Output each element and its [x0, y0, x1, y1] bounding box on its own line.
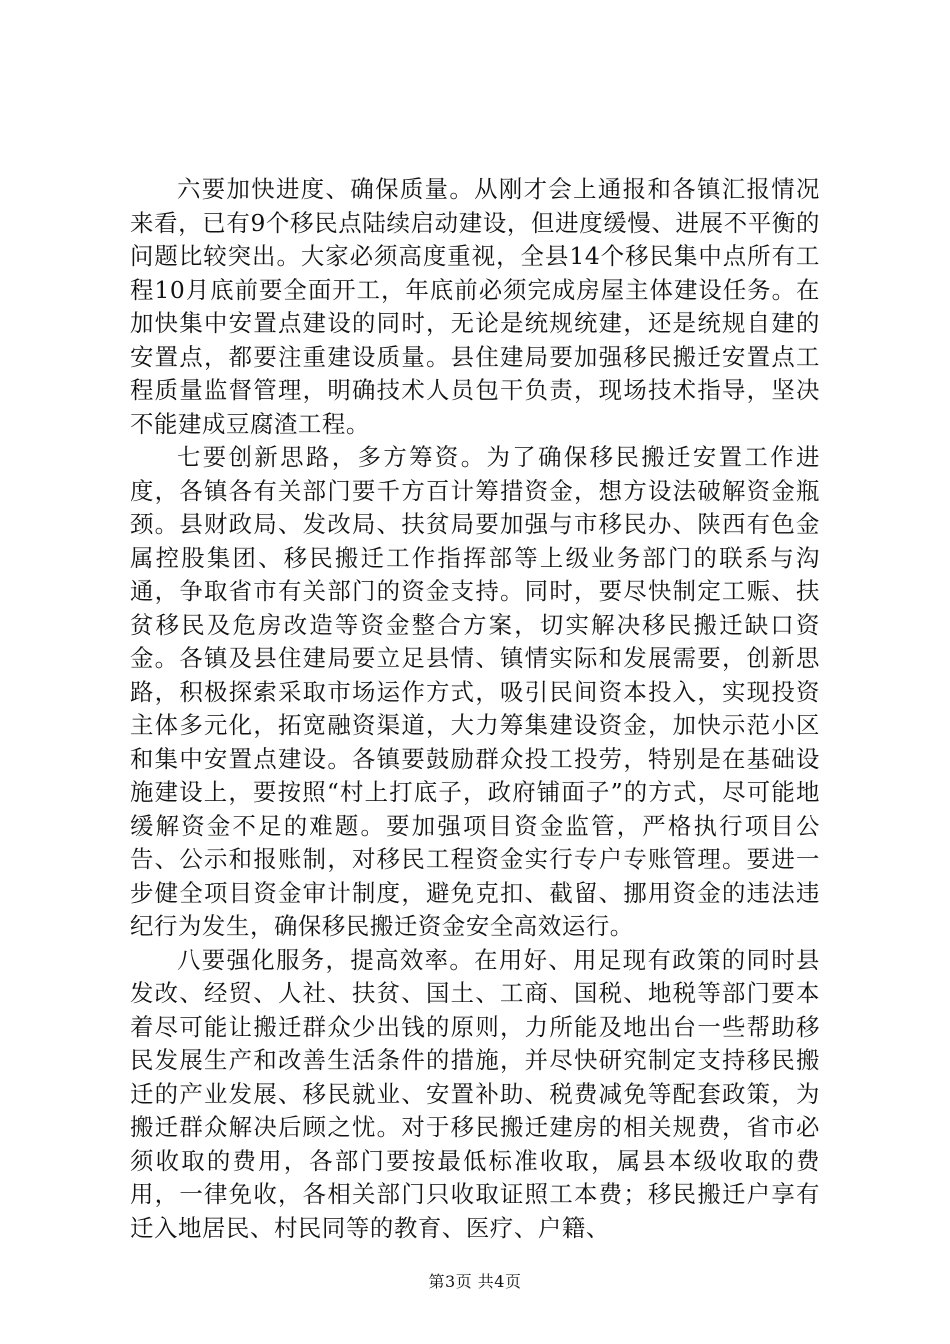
paragraph-six: 六要加快进度、确保质量。从刚才会上通报和各镇汇报情况来看，已有9个移民点陆续启动建设，但进度缓慢、进展不平衡的问题比较突出。大家必须高度重视，全县14个移民集中点所有工程10月底前要全面开工，年底前必须完成房屋主体建设任务。在加快集中安置点建设的同时，无论是统规统建，还是统规自建的安置点，都要注重建设质量。县住建局要加强移民搬迁安置点工程质量监督管理，明确技术人员包干负责，现场技术指导，坚决不能建成豆腐渣工程。 [130, 175, 820, 438]
page-number-footer: 第3页 共4页 [428, 1272, 522, 1291]
paragraph-eight: 八要强化服务，提高效率。在用好、用足现有政策的同时县发改、经贸、人社、扶贫、国土、工商、国税、地税等部门要本着尽可能让搬迁群众少出钱的原则，力所能及地出台一些帮助移民发展生产和改善生活条件的措施，并尽快研究制定支持移民搬迁的产业发展、移民就业、安置补助、税费减免等配套政策，为搬迁群众解决后顾之忧。对于移民搬迁建房的相关规费，省市必须收取的费用，各部门要按最低标准收取，属县本级收取的费用，一律免收，各相关部门只收取证照工本费；移民搬迁户享有迁入地居民、村民同等的教育、医疗、户籍、 [130, 945, 820, 1242]
paragraph-seven: 七要创新思路，多方筹资。为了确保移民搬迁安置工作进度，各镇各有关部门要千方百计筹措资金，想方设法破解资金瓶颈。县财政局、发改局、扶贫局要加强与市移民办、陕西有色金属控股集团、移民搬迁工作指挥部等上级业务部门的联系与沟通，争取省市有关部门的资金支持。同时，要尽快制定工赈、扶贫移民及危房改造等资金整合方案，切实解决移民搬迁缺口资金。各镇及县住建局要立足县情、镇情实际和发展需要，创新思路，积极探索采取市场运作方式，吸引民间资本投入，实现投资主体多元化，拓宽融资渠道，大力筹集建设资金，加快示范小区和集中安置点建设。各镇要鼓励群众投工投劳，特别是在基础设施建设上，要按照“村上打底子，政府铺面子”的方式，尽可能地缓解资金不足的难题。要加强项目资金监管，严格执行项目公告、公示和报账制，对移民工程资金实行专户专账管理。要进一步健全项目资金审计制度，避免克扣、截留、挪用资金的违法违纪行为发生，确保移民搬迁资金安全高效运行。 [130, 443, 820, 940]
document-body [130, 173, 820, 1245]
